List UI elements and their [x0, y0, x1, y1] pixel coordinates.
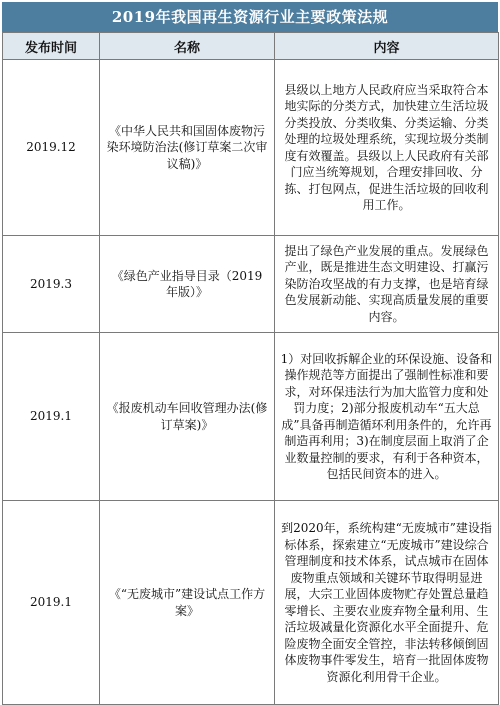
- cell-name: 《绿色产业指导目录（2019年版）》: [100, 236, 275, 333]
- column-header-content: 内容: [275, 33, 499, 60]
- table-title: 2019年我国再生资源行业主要政策法规: [2, 2, 498, 32]
- table-header-row: [3, 33, 499, 60]
- cell-name: 《“无废城市”建设试点工作方案》: [100, 501, 275, 705]
- table-row: [3, 501, 499, 705]
- cell-date: 2019.1: [3, 501, 100, 705]
- cell-content: 提出了绿色产业发展的重点。发展绿色产业，既是推进生态文明建设、打赢污染防治攻坚战的有力支撑，也是培育绿色发展新动能、实现高质量发展的重要内容。: [275, 236, 499, 333]
- policy-table-panel: [2, 2, 498, 689]
- table-row: [3, 60, 499, 236]
- cell-name: 《中华人民共和国固体废物污染环境防治法(修订草案二次审议稿)》: [100, 60, 275, 236]
- cell-date: 2019.3: [3, 236, 100, 333]
- cell-content: 县级以上地方人民政府应当采取符合本地实际的分类方式，加快建立生活垃圾分类投放、分类收集、分类运输、分类处理的垃圾处理系统，实现垃圾分类制度有效覆盖。县级以上人民政府有关部门应当统筹规划，合理安排回收、分拣、打包网点，促进生活垃圾的回收利用工作。: [275, 60, 499, 236]
- cell-date: 2019.12: [3, 60, 100, 236]
- table-row: [3, 333, 499, 501]
- cell-name: 《报废机动车回收管理办法(修订草案)》: [100, 333, 275, 501]
- cell-content: 到2020年，系统构建“无废城市”建设指标体系，探索建立“无废城市”建设综合管理制度和技术体系，试点城市在固体废物重点领域和关键环节取得明显进展，大宗工业固体废物贮存处置总量趋零增长、主要农业废弃物全量利用、生活垃圾减量化资源化水平全面提升、危险废物全面安全管控，非法转移倾倒固体废物事件零发生，培育一批固体废物资源化利用骨干企业。: [275, 501, 499, 705]
- cell-date: 2019.1: [3, 333, 100, 501]
- policy-table: [2, 32, 499, 705]
- column-header-date: 发布时间: [3, 33, 100, 60]
- column-header-name: 名称: [100, 33, 275, 60]
- table-row: [3, 236, 499, 333]
- cell-content: 1）对回收拆解企业的环保设施、设备和操作规范等方面提出了强制性标准和要求，对环保违法行为加大监管力度和处罚力度；2)部分报废机动车“五大总成”具备再制造循环利用条件的，允许再制造再利用；3)在制度层面上取消了企业数量控制的要求，有利于各种资本，包括民间资本的进入。: [275, 333, 499, 501]
